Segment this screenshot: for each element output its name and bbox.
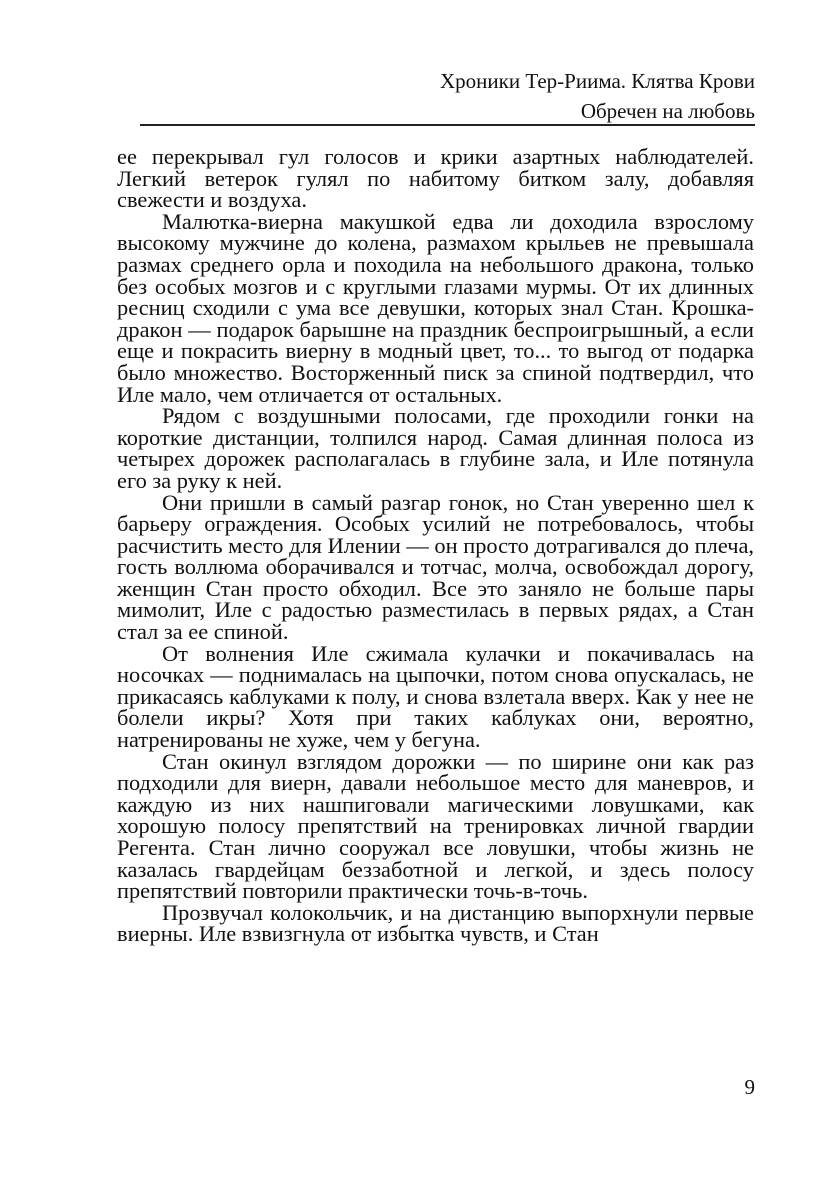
book-title: Хроники Тер-Риима. Клятва Крови xyxy=(440,69,755,93)
chapter-title: Обречен на любовь xyxy=(580,99,755,123)
paragraph: Рядом с воздушными полосами, где проходили гонки на короткие дистанции, толпился народ. Самая длинная полоса из четырех дорожек располагалась в глубине зала, и Иле потянула его за руку к ней. xyxy=(117,403,754,493)
paragraph: Стан окинул взглядом дорожки — по ширине они как раз подходили для виерн, давали небольшое место для маневров, и каждую из них нашпиговали магическими ловушками, как хорошую полосу препятствий на тренировках личной гвардии Регента. Стан лично сооружал все ловушки, чтобы жизнь не казалась гвардейцам беззаботной и легкой, и здесь полосу препятствий повторили практически точь-в-точь. xyxy=(117,748,754,904)
paragraph: ее перекрывал гул голосов и крики азартных наблюдателей. Легкий ветерок гулял по набитому битком залу, добавляя свежести и воздуха. xyxy=(117,144,754,213)
paragraph: Малютка-виерна макушкой едва ли доходила взрослому высокому мужчине до колена, размахом крыльев не превышала размах среднего орла и походила на небольшого дракона, только без особых мозгов и с круглыми глазами мурмы. От их длинных ресниц сходили с ума все девушки, которых знал Стан. Крошка-дракон — подарок барышне на праздник беспроигрышный, а если еще и покрасить виерну в модный цвет, то... то выгод от подарка было множество. Восторженный писк за спиной подтвердил, что Иле мало, чем отличается от остальных. xyxy=(117,208,754,407)
running-header xyxy=(0,66,755,126)
paragraph: От волнения Иле сжимала кулачки и покачивалась на носочках — поднималась на цыпочки, потом снова опускалась, не прикасаясь каблуками к полу, и снова взлетала вверх. Как у нее не болели икры? Хотя при таких каблуках они, вероятно, натренированы не хуже, чем у бегуна. xyxy=(117,640,754,753)
body-text xyxy=(117,146,754,945)
paragraph: Они пришли в самый разгар гонок, но Стан уверенно шел к барьеру ограждения. Особых усилий не потребовалось, чтобы расчистить место для Илении — он просто дотрагивался до плеча, гость воллюма оборачивался и тотчас, молча, освобождал дорогу, женщин Стан просто обходил. Все это заняло не больше пары мимолит, Иле с радостью разместилась в первых рядах, а Стан стал за ее спиной. xyxy=(117,489,754,645)
paragraph: Прозвучал колокольчик, и на дистанцию выпорхнули первые виерны. Иле взвизгнула от избытка чувств, и Стан xyxy=(117,899,754,947)
page-number: 9 xyxy=(744,1075,755,1099)
header-rule xyxy=(140,124,755,126)
